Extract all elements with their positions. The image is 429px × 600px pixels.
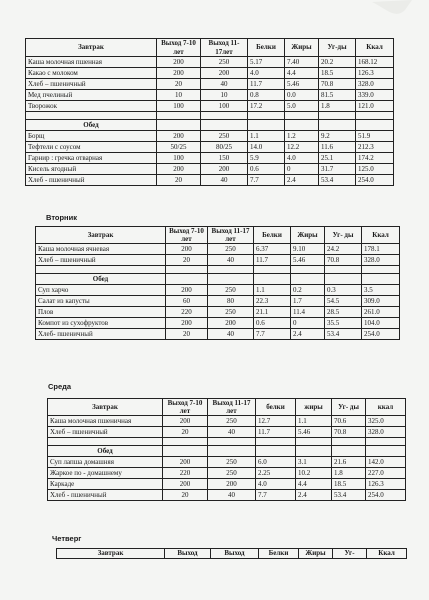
dish-value: 1.7	[291, 296, 325, 307]
table-row	[26, 153, 394, 164]
empty-cell	[319, 112, 356, 120]
dish-value: 227.0	[366, 468, 406, 479]
dish-value: 142.0	[366, 457, 406, 468]
dish-value: 5.0	[285, 101, 319, 112]
empty-cell	[356, 112, 394, 120]
lunch-header-row	[36, 274, 400, 285]
dish-name: Салат из капусты	[36, 296, 166, 307]
empty-cell	[157, 112, 201, 120]
dish-value: 40	[201, 175, 248, 186]
dish-value: 20	[157, 79, 201, 90]
dish-value: 126.3	[356, 68, 394, 79]
column-header: жиры	[296, 399, 332, 416]
dish-name: Жаркое по - домашнему	[48, 468, 163, 479]
column-header: Белки	[259, 549, 299, 559]
dish-value: 7.40	[285, 57, 319, 68]
dish-value: 200	[166, 244, 208, 255]
empty-cell	[166, 274, 208, 285]
day4-menu-table	[56, 548, 407, 559]
dish-value: 6.37	[254, 244, 291, 255]
column-header: Выход	[211, 549, 259, 559]
dish-value: 200	[157, 131, 201, 142]
dish-value: 2.4	[296, 490, 332, 501]
dish-value: 328.0	[362, 255, 400, 266]
dish-value: 100	[201, 101, 248, 112]
dish-name: Каша молочная пшеничная	[48, 416, 163, 427]
column-header: Белки	[248, 39, 285, 57]
table-row	[48, 479, 406, 490]
dish-value: 11.7	[254, 255, 291, 266]
day2-menu-table	[35, 226, 400, 340]
table-row	[26, 57, 394, 68]
column-header: Уг- ды	[325, 227, 362, 244]
dish-value: 10	[157, 90, 201, 101]
dish-name: Каша молочная ячневая	[36, 244, 166, 255]
dish-value: 0.0	[285, 90, 319, 101]
empty-cell	[325, 274, 362, 285]
empty-cell	[48, 438, 163, 446]
dish-value: 20	[163, 427, 208, 438]
column-header: Выход 11-17 лет	[208, 227, 254, 244]
dish-name: Кисель ягодный	[26, 164, 157, 175]
dish-value: 4.0	[248, 68, 285, 79]
dish-value: 12.7	[256, 416, 296, 427]
table-row	[48, 416, 406, 427]
dish-value: 31.7	[319, 164, 356, 175]
empty-row	[48, 438, 406, 446]
column-header: Завтрак	[57, 549, 165, 559]
dish-value: 250	[201, 131, 248, 142]
dish-name: Хлеб- пшеничный	[36, 329, 166, 340]
dish-value: 4.0	[256, 479, 296, 490]
column-header: Жиры	[285, 39, 319, 57]
dish-value: 0.3	[325, 285, 362, 296]
table-row	[26, 90, 394, 101]
dish-value: 7.7	[248, 175, 285, 186]
empty-cell	[208, 438, 256, 446]
dish-value: 2.4	[285, 175, 319, 186]
column-header: Уг- ды	[332, 399, 366, 416]
day-title-thursday: Четверг	[52, 534, 82, 543]
empty-cell	[208, 266, 254, 274]
dish-name: Компот из сухофруктов	[36, 318, 166, 329]
dish-value: 80	[208, 296, 254, 307]
empty-cell	[291, 274, 325, 285]
column-header: белки	[256, 399, 296, 416]
empty-row	[26, 112, 394, 120]
header-row	[36, 227, 400, 244]
dish-value: 250	[208, 416, 256, 427]
table-row	[48, 457, 406, 468]
dish-value: 9.2	[319, 131, 356, 142]
dish-value: 22.3	[254, 296, 291, 307]
dish-value: 200	[201, 68, 248, 79]
dish-value: 5.46	[291, 255, 325, 266]
dish-name: Тефтели с соусом	[26, 142, 157, 153]
dish-value: 5.9	[248, 153, 285, 164]
dish-value: 200	[157, 57, 201, 68]
dish-value: 0.6	[254, 318, 291, 329]
dish-value: 254.0	[356, 175, 394, 186]
dish-value: 200	[166, 285, 208, 296]
dish-value: 2.4	[291, 329, 325, 340]
empty-cell	[296, 438, 332, 446]
column-header: Завтрак	[26, 39, 157, 57]
dish-value: 7.7	[256, 490, 296, 501]
empty-cell	[362, 266, 400, 274]
dish-value: 200	[163, 479, 208, 490]
lunch-label: Обед	[26, 120, 157, 131]
dish-value: 254.0	[362, 329, 400, 340]
empty-cell	[256, 446, 296, 457]
dish-value: 70.6	[332, 416, 366, 427]
column-header: ккал	[366, 399, 406, 416]
dish-value: 24.2	[325, 244, 362, 255]
dish-name: Хлеб – пшеничный	[36, 255, 166, 266]
dish-value: 1.8	[319, 101, 356, 112]
empty-cell	[362, 274, 400, 285]
column-header: Жиры	[299, 549, 333, 559]
table-row	[26, 164, 394, 175]
dish-value: 1.2	[285, 131, 319, 142]
dish-value: 0.6	[248, 164, 285, 175]
dish-value: 100	[157, 153, 201, 164]
empty-cell	[166, 266, 208, 274]
dish-value: 168.12	[356, 57, 394, 68]
empty-cell	[256, 438, 296, 446]
lunch-label: Обед	[36, 274, 166, 285]
table-row	[36, 296, 400, 307]
dish-value: 125.0	[356, 164, 394, 175]
dish-value: 53.4	[332, 490, 366, 501]
table-row	[48, 490, 406, 501]
dish-value: 174.2	[356, 153, 394, 164]
empty-cell	[36, 266, 166, 274]
dish-value: 9.10	[291, 244, 325, 255]
dish-value: 1.1	[254, 285, 291, 296]
column-header: Уг-ды	[319, 39, 356, 57]
dish-value: 200	[208, 479, 256, 490]
column-header: Выход 7-10 лет	[166, 227, 208, 244]
dish-value: 0	[285, 164, 319, 175]
empty-cell	[291, 266, 325, 274]
empty-cell	[163, 446, 208, 457]
empty-cell	[296, 446, 332, 457]
dish-value: 200	[166, 318, 208, 329]
dish-value: 50/25	[157, 142, 201, 153]
table-row	[26, 142, 394, 153]
empty-cell	[285, 120, 319, 131]
dish-value: 250	[201, 57, 248, 68]
empty-cell	[332, 446, 366, 457]
dish-value: 12.2	[285, 142, 319, 153]
dish-value: 4.0	[285, 153, 319, 164]
dish-value: 25.1	[319, 153, 356, 164]
column-header: Выход 7-10 лет	[163, 399, 208, 416]
dish-value: 17.2	[248, 101, 285, 112]
dish-value: 126.3	[366, 479, 406, 490]
dish-value: 3.5	[362, 285, 400, 296]
dish-value: 11.4	[291, 307, 325, 318]
dish-name: Творожок	[26, 101, 157, 112]
dish-value: 70.8	[332, 427, 366, 438]
empty-cell	[201, 112, 248, 120]
table-row	[26, 131, 394, 142]
empty-cell	[26, 112, 157, 120]
dish-value: 51.9	[356, 131, 394, 142]
dish-value: 54.5	[325, 296, 362, 307]
empty-cell	[163, 438, 208, 446]
dish-value: 11.7	[248, 79, 285, 90]
dish-value: 6.0	[256, 457, 296, 468]
dish-value: 250	[208, 285, 254, 296]
dish-value: 5.17	[248, 57, 285, 68]
dish-value: 5.46	[285, 79, 319, 90]
dish-value: 0	[291, 318, 325, 329]
lunch-label: Обед	[48, 446, 163, 457]
dish-value: 60	[166, 296, 208, 307]
dish-value: 20	[163, 490, 208, 501]
day1-menu-table	[25, 38, 394, 186]
dish-name: Хлеб - пшеничный	[26, 175, 157, 186]
lunch-header-row	[26, 120, 394, 131]
column-header: Выход 11-17лет	[201, 39, 248, 57]
dish-value: 1.8	[332, 468, 366, 479]
dish-value: 150	[201, 153, 248, 164]
empty-cell	[254, 266, 291, 274]
dish-value: 200	[201, 164, 248, 175]
table-row	[26, 79, 394, 90]
dish-value: 220	[163, 468, 208, 479]
empty-cell	[248, 112, 285, 120]
empty-cell	[201, 120, 248, 131]
dish-value: 178.1	[362, 244, 400, 255]
dish-value: 121.0	[356, 101, 394, 112]
dish-value: 250	[208, 307, 254, 318]
table-row	[36, 318, 400, 329]
table-row	[36, 285, 400, 296]
dish-value: 70.8	[319, 79, 356, 90]
dish-value: 339.0	[356, 90, 394, 101]
dish-value: 14.0	[248, 142, 285, 153]
dish-value: 10	[201, 90, 248, 101]
dish-value: 40	[208, 427, 256, 438]
dish-value: 4.4	[285, 68, 319, 79]
empty-cell	[356, 120, 394, 131]
lunch-header-row	[48, 446, 406, 457]
dish-value: 40	[208, 490, 256, 501]
dish-name: Хлеб - пшеничный	[48, 490, 163, 501]
empty-cell	[208, 274, 254, 285]
empty-cell	[157, 120, 201, 131]
empty-cell	[285, 112, 319, 120]
dish-value: 309.0	[362, 296, 400, 307]
dish-name: Борщ	[26, 131, 157, 142]
dish-value: 328.0	[366, 427, 406, 438]
dish-value: 100	[157, 101, 201, 112]
dish-value: 20	[157, 175, 201, 186]
dish-name: Гарнир : гречка отварная	[26, 153, 157, 164]
dish-value: 5.46	[296, 427, 332, 438]
dish-value: 104.0	[362, 318, 400, 329]
column-header: Выход	[165, 549, 211, 559]
dish-value: 21.6	[332, 457, 366, 468]
dish-value: 70.8	[325, 255, 362, 266]
dish-value: 20.2	[319, 57, 356, 68]
dish-value: 200	[157, 164, 201, 175]
table-row	[26, 68, 394, 79]
column-header: Ккал	[362, 227, 400, 244]
table-row	[36, 307, 400, 318]
dish-value: 11.6	[319, 142, 356, 153]
table-row	[26, 101, 394, 112]
dish-value: 18.5	[332, 479, 366, 490]
table-row	[36, 255, 400, 266]
day-title-tuesday: Вторник	[46, 213, 77, 222]
dish-value: 53.4	[325, 329, 362, 340]
dish-value: 81.5	[319, 90, 356, 101]
dish-value: 250	[208, 468, 256, 479]
dish-name: Какао с молоком	[26, 68, 157, 79]
dish-name: Каша молочная пшенная	[26, 57, 157, 68]
dish-value: 20	[166, 329, 208, 340]
dish-value: 80/25	[201, 142, 248, 153]
empty-cell	[319, 120, 356, 131]
column-header: Ккал	[356, 39, 394, 57]
dish-value: 40	[201, 79, 248, 90]
dish-name: Мед пчелиный	[26, 90, 157, 101]
dish-value: 250	[208, 457, 256, 468]
dish-value: 7.7	[254, 329, 291, 340]
header-row	[26, 39, 394, 57]
dish-value: 328.0	[356, 79, 394, 90]
empty-cell	[208, 446, 256, 457]
column-header: Белки	[254, 227, 291, 244]
empty-cell	[254, 274, 291, 285]
dish-value: 35.5	[325, 318, 362, 329]
dish-value: 200	[208, 318, 254, 329]
dish-name: Суп харчо	[36, 285, 166, 296]
column-header: Жиры	[291, 227, 325, 244]
dish-value: 254.0	[366, 490, 406, 501]
dish-value: 40	[208, 329, 254, 340]
dish-value: 325.0	[366, 416, 406, 427]
empty-cell	[325, 266, 362, 274]
empty-cell	[366, 446, 406, 457]
empty-row	[36, 266, 400, 274]
dish-value: 212.3	[356, 142, 394, 153]
dish-name: Хлеб – пшеничный	[48, 427, 163, 438]
dish-value: 4.4	[296, 479, 332, 490]
dish-value: 1.1	[248, 131, 285, 142]
table-row	[36, 244, 400, 255]
dish-value: 10.2	[296, 468, 332, 479]
empty-cell	[332, 438, 366, 446]
dish-value: 21.1	[254, 307, 291, 318]
dish-value: 220	[166, 307, 208, 318]
header-row	[57, 549, 407, 559]
column-header: Завтрак	[48, 399, 163, 416]
dish-value: 28.5	[325, 307, 362, 318]
dish-value: 53.4	[319, 175, 356, 186]
table-row	[36, 329, 400, 340]
dish-value: 1.1	[296, 416, 332, 427]
dish-name: Суп лапша домашняя	[48, 457, 163, 468]
dish-value: 200	[157, 68, 201, 79]
dish-value: 20	[166, 255, 208, 266]
dish-value: 0.8	[248, 90, 285, 101]
table-row	[26, 175, 394, 186]
column-header: Уг-	[333, 549, 367, 559]
column-header: Выход 7-10 лет	[157, 39, 201, 57]
column-header: Завтрак	[36, 227, 166, 244]
dish-value: 0.2	[291, 285, 325, 296]
dish-name: Хлеб – пшеничный	[26, 79, 157, 90]
dish-value: 11.7	[256, 427, 296, 438]
day-title-wednesday: Среда	[48, 382, 72, 391]
column-header: Ккал	[367, 549, 407, 559]
table-row	[48, 427, 406, 438]
dish-value: 250	[208, 244, 254, 255]
dish-value: 40	[208, 255, 254, 266]
dish-value: 3.1	[296, 457, 332, 468]
dish-value: 18.5	[319, 68, 356, 79]
dish-name: Плов	[36, 307, 166, 318]
dish-value: 2.25	[256, 468, 296, 479]
empty-cell	[248, 120, 285, 131]
table-row	[48, 468, 406, 479]
column-header: Выход 11-17 лет	[208, 399, 256, 416]
dish-value: 200	[163, 457, 208, 468]
day3-menu-table	[47, 398, 406, 501]
dish-value: 200	[163, 416, 208, 427]
dish-name: Каркаде	[48, 479, 163, 490]
header-row	[48, 399, 406, 416]
empty-cell	[366, 438, 406, 446]
dish-value: 261.0	[362, 307, 400, 318]
